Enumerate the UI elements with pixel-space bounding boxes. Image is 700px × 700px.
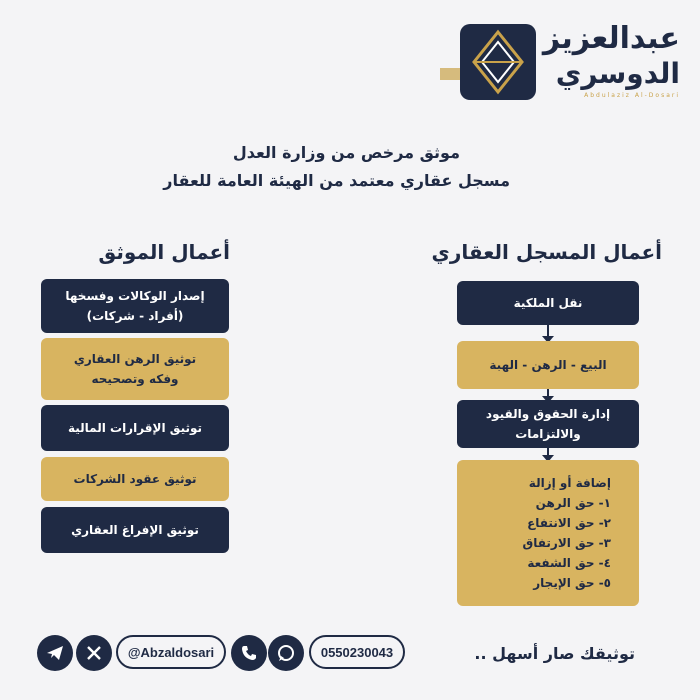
notary-item-2 bbox=[41, 338, 229, 400]
notary-item-1-line1: إصدار الوكالات وفسخها bbox=[65, 289, 205, 303]
headline-line1: موثق مرخص من وزارة العدل bbox=[232, 143, 460, 162]
registrar-step-1: نقل الملكية bbox=[457, 281, 639, 325]
notary-item-2-line1: توثيق الرهن العقاري bbox=[73, 352, 197, 366]
headline-line2: مسجل عقاري معتمد من الهيئة العامة للعقار bbox=[163, 171, 510, 190]
notary-title: أعمال الموثق bbox=[98, 240, 230, 264]
logo-mark bbox=[460, 24, 536, 100]
notary-item-5: توثيق الإفراغ العقاري bbox=[41, 507, 229, 553]
logo-latin: Abdulaziz Al-Dosari bbox=[584, 92, 680, 99]
notary-item-1 bbox=[41, 279, 229, 333]
registrar-title: أعمال المسجل العقاري bbox=[431, 240, 662, 264]
registrar-step-2: البيع - الرهن - الهبة bbox=[457, 341, 639, 389]
logo-name-line2: الدوسري bbox=[555, 57, 680, 90]
registrar-step-3: إدارة الحقوق والقيود والالتزامات bbox=[457, 400, 639, 448]
x-icon[interactable] bbox=[76, 635, 112, 671]
notary-item-3: توثيق الإقرارات المالية bbox=[41, 405, 229, 451]
telegram-icon[interactable] bbox=[37, 635, 73, 671]
slogan: توثيقك صار أسهل .. bbox=[474, 644, 635, 663]
phone-number[interactable]: 0550230043 bbox=[309, 635, 405, 669]
list-item: ٤- حق الشفعة bbox=[527, 556, 611, 570]
notary-item-4: توثيق عقود الشركات bbox=[41, 457, 229, 501]
phone-icon[interactable] bbox=[231, 635, 267, 671]
social-handle[interactable]: @Abzaldosari bbox=[116, 635, 226, 669]
logo-accent bbox=[440, 68, 460, 80]
list-item: ٥- حق الإيجار bbox=[533, 576, 611, 590]
flow-arrow bbox=[547, 389, 549, 397]
list-item: ٣- حق الارتفاق bbox=[522, 536, 611, 550]
flow-arrow bbox=[547, 325, 549, 337]
flow-arrow bbox=[547, 448, 549, 456]
whatsapp-icon[interactable] bbox=[268, 635, 304, 671]
rights-list bbox=[457, 460, 639, 606]
logo-name-line1: عبدالعزيز bbox=[542, 21, 680, 56]
notary-item-1-line2: (أفراد - شركات) bbox=[86, 309, 184, 323]
notary-item-2-line2: وفكه وتصحيحه bbox=[91, 372, 179, 386]
list-item: ١- حق الرهن bbox=[535, 496, 611, 510]
list-item: ٢- حق الانتفاع bbox=[527, 516, 611, 530]
rights-list-title: إضافة أو إزالة bbox=[528, 476, 611, 490]
